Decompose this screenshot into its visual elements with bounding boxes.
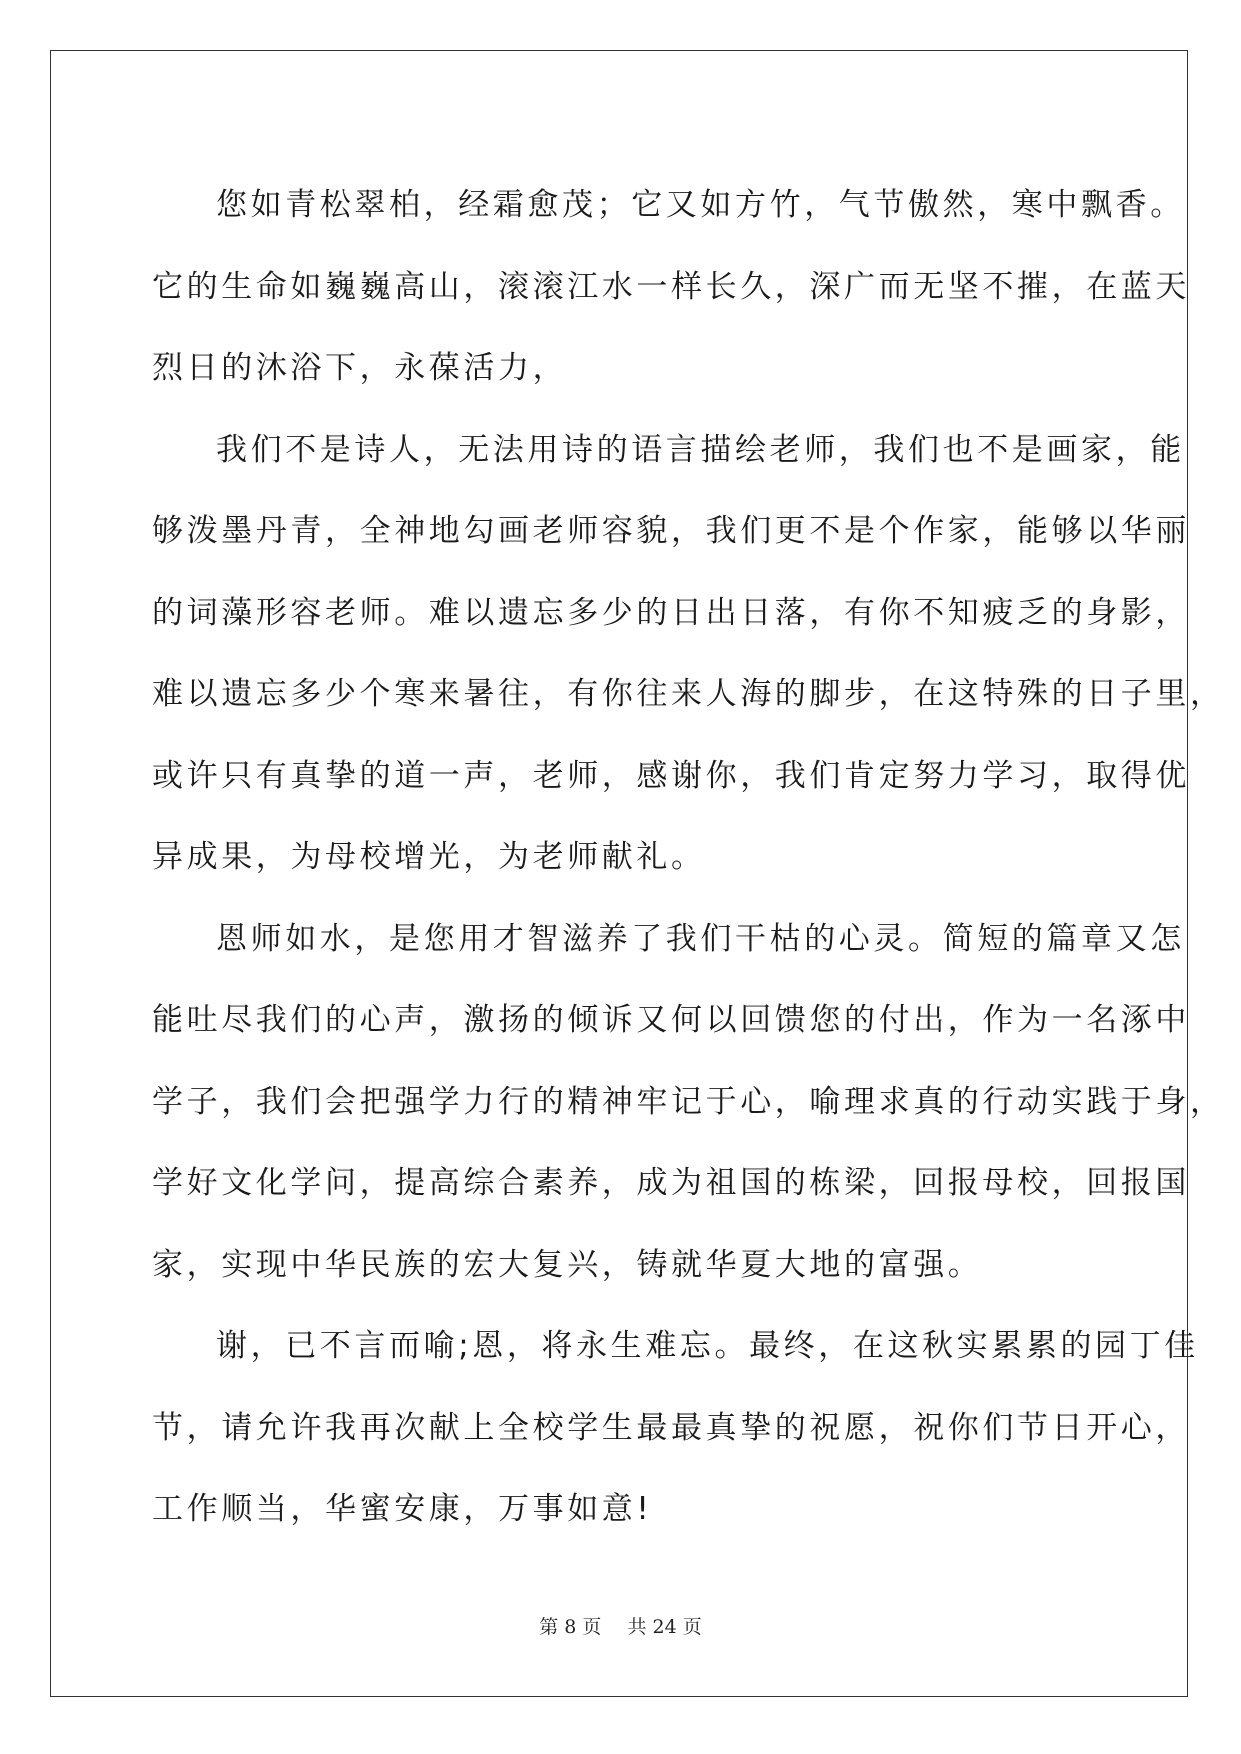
text-line: 难以遗忘多少个寒来暑往，有你往来人海的脚步，在这特殊的日子里， <box>152 676 1225 712</box>
page-footer <box>0 1612 1241 1639</box>
text-line: 的词藻形容老师。难以遗忘多少的日出日落，有你不知疲乏的身影， <box>152 594 1190 631</box>
page-number: 第 8 页 <box>539 1616 602 1638</box>
text-line: 或许只有真挚的道一声，老师，感谢你，我们肯定努力学习，取得优 <box>152 757 1190 794</box>
text-line: 够泼墨丹青，全神地勾画老师容貌，我们更不是个作家，能够以华丽 <box>152 513 1190 549</box>
document-body <box>152 165 1225 1551</box>
paragraph <box>152 1306 1199 1551</box>
text-line: 节，请允许我再次献上全校学生最最真挚的祝愿，祝你们节日开心， <box>152 1409 1190 1446</box>
text-line: 工作顺当，华蜜安康，万事如意! <box>152 1491 653 1527</box>
paragraph <box>152 899 1225 1307</box>
text-line: 恩师如水，是您用才智滋养了我们干枯的心灵。简短的篇章又怎 <box>216 920 1185 957</box>
text-line: 我们不是诗人，无法用诗的语言描绘老师，我们也不是画家，能 <box>216 431 1185 468</box>
text-line: 能吐尽我们的心声，激扬的倾诉又何以回馈您的付出，作为一名涿中 <box>152 1002 1190 1038</box>
text-line: 谢，已不言而喻;恩，将永生难忘。最终，在这秋实累累的园丁佳 <box>216 1328 1199 1364</box>
text-line: 学好文化学问，提高综合素养，成为祖国的栋梁，回报母校，回报国 <box>152 1165 1190 1201</box>
page-total: 共 24 页 <box>627 1616 702 1638</box>
text-line: 烈日的沐浴下，永葆活力， <box>152 350 568 386</box>
paragraph <box>152 165 1190 410</box>
text-line: 您如青松翠柏，经霜愈茂；它又如方竹，气节傲然，寒中飘香。 <box>216 187 1185 223</box>
text-line: 学子，我们会把强学力行的精神牢记于心，喻理求真的行动实践于身， <box>152 1083 1225 1120</box>
text-line: 异成果，为母校增光，为老师献礼。 <box>152 839 706 875</box>
paragraph <box>152 410 1225 899</box>
text-line: 家，实现中华民族的宏大复兴，铸就华夏大地的富强。 <box>152 1246 983 1283</box>
text-line: 它的生命如巍巍高山，滚滚江水一样长久，深广而无坚不摧，在蓝天 <box>152 268 1190 305</box>
